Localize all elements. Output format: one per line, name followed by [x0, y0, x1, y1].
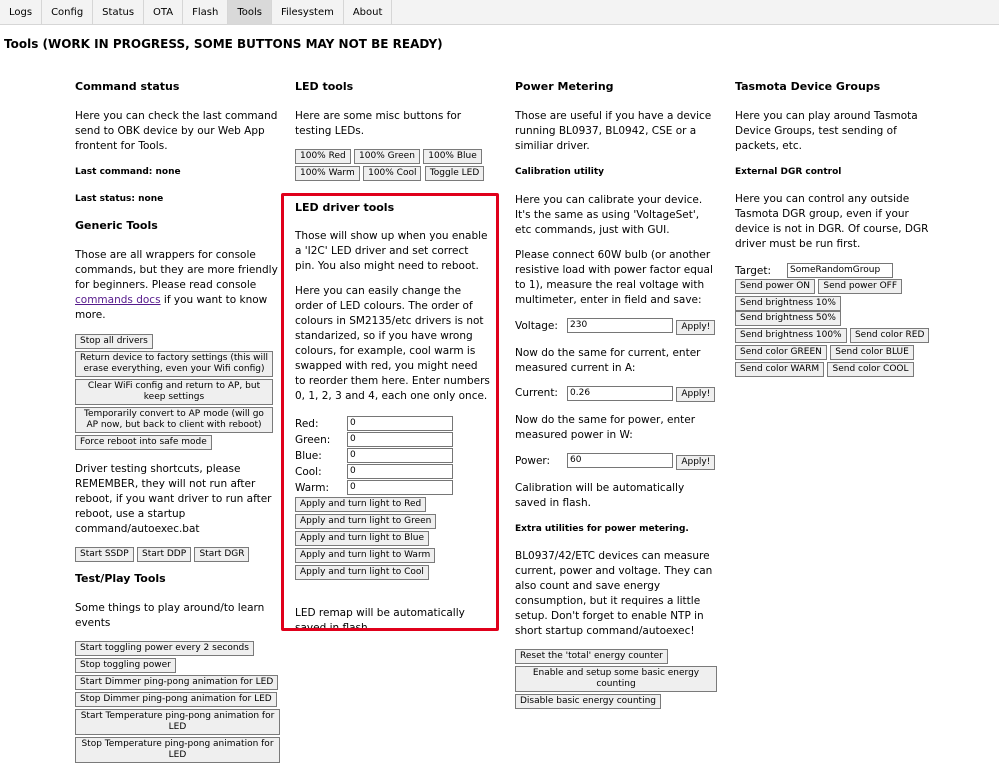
apply-voltage-button[interactable]: Apply! [676, 320, 715, 335]
external-dgr-desc: Here you can control any outside Tasmota DGR group, even if your device is not in DGR. Of course, DGR driver must be run first. [735, 193, 929, 250]
toggle-led-button[interactable]: Toggle LED [425, 166, 484, 181]
command-status-title: Command status [75, 80, 180, 93]
led-driver-tools-title: LED driver tools [295, 201, 395, 214]
commands-docs-link[interactable]: commands docs [75, 294, 161, 306]
start-temperature-button[interactable]: Start Temperature ping-pong animation for LED [75, 709, 280, 735]
page-title: Tools (WORK IN PROGRESS, SOME BUTTONS MAY NOT BE READY) [4, 37, 443, 51]
send-brightness-10-button[interactable]: Send brightness 10% [735, 296, 841, 311]
start-ssdp-button[interactable]: Start SSDP [75, 547, 134, 562]
current-desc: Now do the same for current, enter measured current in A: [515, 346, 701, 374]
led-driver-desc-1: Those will show up when you enable a 'I2C' LED driver and set correct pin. You also might need to reboot. [295, 230, 488, 272]
power-metering-title: Power Metering [515, 80, 614, 93]
dgr-desc: Here you can play around Tasmota Device Groups, test sending of packets, etc. [735, 110, 918, 152]
remap-blue-label: Blue: [295, 449, 322, 462]
remap-green-label: Green: [295, 433, 331, 446]
led-tools-title: LED tools [295, 80, 354, 93]
send-brightness-50-button[interactable]: Send brightness 50% [735, 311, 841, 326]
generic-desc-text: Those are all wrappers for console commands, but they are more friendly for beginners. Please read console [75, 249, 278, 291]
send-brightness-100-button[interactable]: Send brightness 100% [735, 328, 847, 343]
stop-temperature-button[interactable]: Stop Temperature ping-pong animation for LED [75, 737, 280, 763]
power-label: Power: [515, 454, 551, 467]
start-ddp-button[interactable]: Start DDP [137, 547, 191, 562]
warm-100-button[interactable]: 100% Warm [295, 166, 360, 181]
calibration-desc: Here you can calibrate your device. It's the same as using 'VoltageSet', etc commands, just with GUI. [515, 194, 703, 236]
disable-energy-counting-button[interactable]: Disable basic energy counting [515, 694, 661, 709]
remap-blue-input[interactable]: 0 [347, 448, 453, 463]
tab-about[interactable]: About [344, 0, 393, 24]
tab-flash[interactable]: Flash [183, 0, 228, 24]
apply-green-button[interactable]: Apply and turn light to Green [295, 514, 436, 529]
led-driver-desc-2: Here you can easily change the order of LED colours. The order of colours in SM2135/etc drivers is not standarized, so if you have wrong colours, for example, cool warm is swapped with red, you might need to reorder them here. Enter numbers 0, 1, 2, 3 and 4, each one only once. [295, 285, 490, 402]
current-label: Current: [515, 387, 558, 399]
send-color-red-button[interactable]: Send color RED [850, 328, 929, 343]
remap-warm-input[interactable]: 0 [347, 480, 453, 495]
calibration-saved-note: Calibration will be automatically saved in flash. [515, 481, 685, 509]
voltage-label: Voltage: [515, 319, 558, 332]
last-status: Last status: none [75, 194, 164, 204]
power-row [515, 453, 717, 470]
remap-warm-label: Warm: [295, 481, 330, 494]
apply-red-button[interactable]: Apply and turn light to Red [295, 497, 426, 512]
extra-utilities-desc: BL0937/42/ETC devices can measure current, power and voltage. They can also count and save energy consumption, but it requires a little setup. Don't forget to enable NTP in short startup command/autoexec! [515, 549, 713, 637]
stop-all-drivers-button[interactable]: Stop all drivers [75, 334, 153, 349]
apply-cool-button[interactable]: Apply and turn light to Cool [295, 565, 429, 580]
highlight-box [281, 193, 499, 631]
current-row [515, 386, 717, 403]
apply-current-button[interactable]: Apply! [676, 387, 715, 402]
current-input[interactable]: 0.26 [567, 386, 673, 401]
generic-tools-title: Generic Tools [75, 219, 158, 232]
target-row [735, 263, 935, 278]
start-dimmer-button[interactable]: Start Dimmer ping-pong animation for LED [75, 675, 278, 690]
start-dgr-button[interactable]: Start DGR [194, 547, 249, 562]
voltage-row [515, 318, 717, 335]
blue-100-button[interactable]: 100% Blue [423, 149, 482, 164]
target-label: Target: [735, 264, 772, 277]
send-color-green-button[interactable]: Send color GREEN [735, 345, 827, 360]
red-100-button[interactable]: 100% Red [295, 149, 351, 164]
reset-total-counter-button[interactable]: Reset the 'total' energy counter [515, 649, 668, 664]
led-tools-desc: Here are some misc buttons for testing LEDs. [295, 110, 462, 137]
remap-cool-input[interactable]: 0 [347, 464, 453, 479]
tab-logs[interactable]: Logs [0, 0, 42, 24]
power-desc: Now do the same for power, enter measured power in W: [515, 414, 696, 441]
safe-mode-button[interactable]: Force reboot into safe mode [75, 435, 212, 450]
led-remap-note: LED remap will be automatically saved in flash. [295, 607, 465, 634]
stop-toggle-power-button[interactable]: Stop toggling power [75, 658, 176, 673]
tab-filesystem[interactable]: Filesystem [272, 0, 344, 24]
send-color-cool-button[interactable]: Send color COOL [827, 362, 913, 377]
remap-cool-label: Cool: [295, 465, 322, 478]
send-color-blue-button[interactable]: Send color BLUE [830, 345, 914, 360]
extra-utilities-title: Extra utilities for power metering. [515, 523, 689, 534]
column-generic [75, 80, 280, 763]
stop-dimmer-button[interactable]: Stop Dimmer ping-pong animation for LED [75, 692, 277, 707]
enable-energy-counting-button[interactable]: Enable and setup some basic energy counting [515, 666, 717, 692]
dgr-title: Tasmota Device Groups [735, 80, 881, 93]
send-power-off-button[interactable]: Send power OFF [818, 279, 902, 294]
tab-tools[interactable]: Tools [228, 0, 272, 24]
send-power-on-button[interactable]: Send power ON [735, 279, 815, 294]
calibration-title: Calibration utility [515, 167, 605, 177]
tab-status[interactable]: Status [93, 0, 144, 24]
green-100-button[interactable]: 100% Green [354, 149, 420, 164]
command-status-desc: Here you can check the last command send to OBK device by our Web App frontent for Tools. [75, 110, 278, 152]
send-color-warm-button[interactable]: Send color WARM [735, 362, 824, 377]
clear-wifi-button[interactable]: Clear WiFi config and return to AP, but keep settings [75, 379, 273, 405]
cool-100-button[interactable]: 100% Cool [363, 166, 421, 181]
start-toggle-power-button[interactable]: Start toggling power every 2 seconds [75, 641, 254, 656]
apply-power-button[interactable]: Apply! [676, 455, 715, 470]
tab-bar [0, 0, 999, 25]
calibration-desc-2: Please connect 60W bulb (or another resistive load with power factor equal to 1), measure the real voltage with multimeter, enter in field and save: [515, 249, 713, 306]
tab-config[interactable]: Config [42, 0, 93, 24]
generic-desc-text-end: if you want to know more. [75, 294, 268, 321]
remap-red-label: Red: [295, 417, 319, 430]
last-command: Last command: none [75, 167, 181, 177]
test-play-desc: Some things to play around/to learn events [75, 602, 265, 629]
column-dgr [735, 80, 935, 377]
voltage-input[interactable]: 230 [567, 318, 673, 333]
column-power [515, 80, 717, 709]
driver-shortcuts-desc: Driver testing shortcuts, please REMEMBER, they will not run after reboot, if you want driver to run after reboot, use a startup command/autoexec.bat [75, 463, 272, 535]
test-play-title: Test/Play Tools [75, 572, 166, 585]
factory-reset-button[interactable]: Return device to factory settings (this will erase everything, even your Wifi config) [75, 351, 273, 377]
apply-blue-button[interactable]: Apply and turn light to Blue [295, 531, 429, 546]
target-input[interactable]: SomeRandomGroup [787, 263, 893, 278]
apply-warm-button[interactable]: Apply and turn light to Warm [295, 548, 435, 563]
power-metering-desc: Those are useful if you have a device running BL0937, BL0942, CSE or a similiar driver. [515, 110, 712, 152]
tab-ota[interactable]: OTA [144, 0, 183, 24]
temp-ap-mode-button[interactable]: Temporarily convert to AP mode (will go AP now, but back to client with reboot) [75, 407, 273, 433]
power-input[interactable]: 60 [567, 453, 673, 468]
generic-tools-desc [75, 248, 280, 323]
external-dgr-title: External DGR control [735, 167, 842, 177]
remap-green-input[interactable]: 0 [347, 432, 453, 447]
remap-red-input[interactable]: 0 [347, 416, 453, 431]
